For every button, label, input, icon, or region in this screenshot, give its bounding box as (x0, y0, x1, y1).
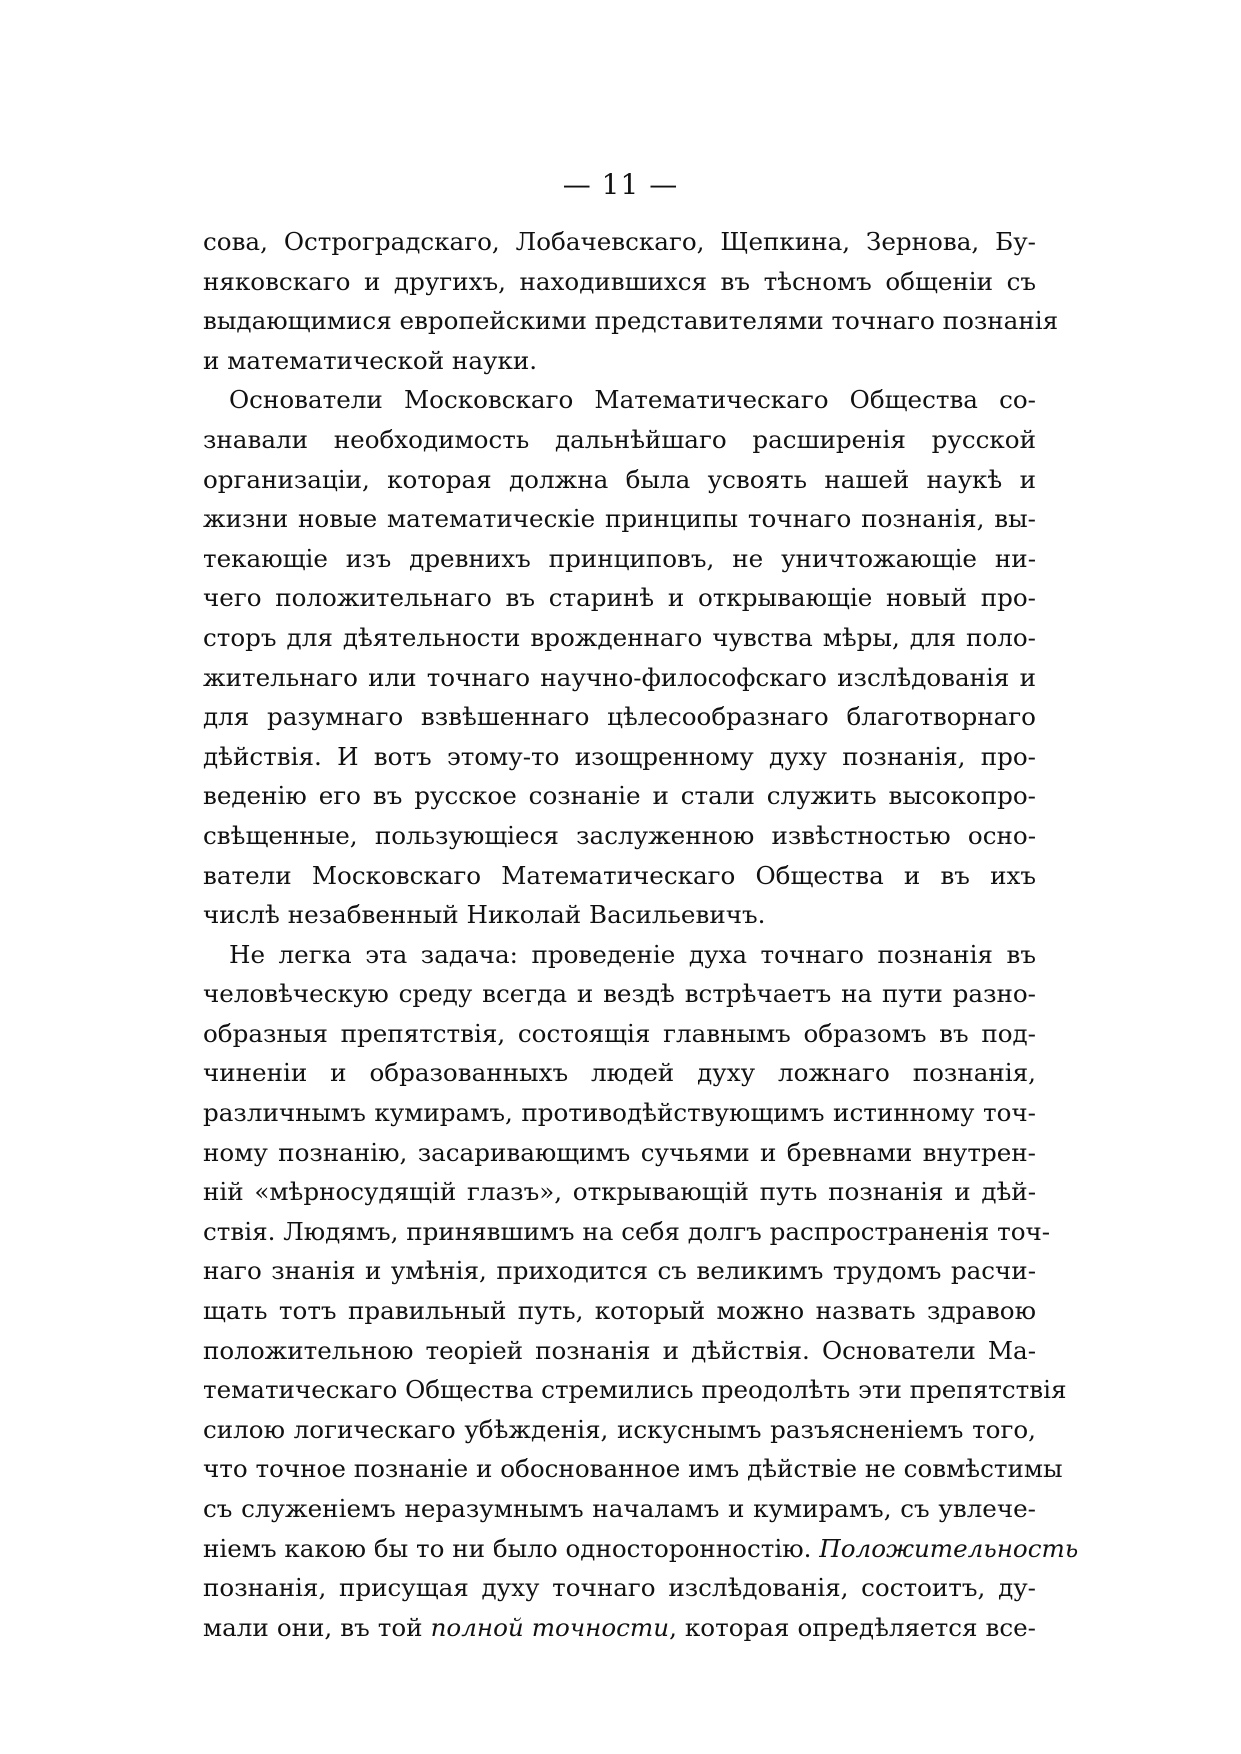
text-line: съ служенiемъ неразумнымъ началамъ и кумирамъ, съ увлече- (203, 1494, 1036, 1523)
text-line: и математической науки. (203, 345, 538, 375)
text-line: чиненiи и образованныхъ людей духу ложнаго познанiя, (203, 1058, 1036, 1088)
text-line: ватели Московскаго Математическаго Общества и въ ихъ (203, 860, 1036, 890)
text-line: ному познанiю, засаривающимъ сучьями и бревнами внутрен- (203, 1137, 1036, 1167)
text-line: для разумнаго взвѣшеннаго цѣлесообразнаго благотворнаго (203, 702, 1036, 732)
text-line: ствiя. Людямъ, принявшимъ на себя долгъ распространенiя точ- (203, 1216, 1051, 1246)
text-line: знавали необходимость дальнѣйшаго расширенiя русской (203, 424, 1036, 454)
text-line: жизни новые математическiе принципы точнаго познанiя, вы- (203, 504, 1036, 534)
text-line: наго знанiя и умѣнiя, приходится съ великимъ трудомъ расчи- (203, 1256, 1036, 1286)
text-line: сторъ для дѣятельности врожденнаго чувства мѣры, для поло- (203, 622, 1036, 652)
text-run: , которая опредѣляется все- (669, 1612, 1036, 1642)
text-line: жительнаго или точнаго научно-философскаго изслѣдованiя и (203, 662, 1036, 692)
text-line: Не легка эта задача: проведенiе духа точнаго познанiя въ (229, 939, 1036, 969)
text-line: щать тотъ правильный путь, который можно назвать здравою (203, 1296, 1036, 1326)
text-line (203, 1608, 1036, 1648)
text-line: Основатели Московскаго Математическаго Общества со- (229, 385, 1036, 415)
text-line: положительною теорiей познанiя и дѣйствiя. Основатели Ма- (203, 1335, 1036, 1365)
text-run: мали они, въ той (203, 1612, 431, 1642)
text-line: познанiя, присущая духу точнаго изслѣдованiя, состоитъ, ду- (203, 1573, 1036, 1603)
body-text (203, 222, 1079, 1647)
text-line: выдающимися европейскими представителями точнаго познанiя (203, 306, 1059, 336)
text-line: что точное познанiе и обоснованное имъ дѣйствiе не совмѣстимы (203, 1454, 1063, 1484)
text-line: сова, Остроградскаго, Лобачевскаго, Щепкина, Зернова, Бу- (203, 227, 1036, 256)
page-number: — 11 — (562, 168, 679, 201)
text-line: человѣческую среду всегда и вездѣ встрѣчаетъ на пути разно- (203, 979, 1036, 1009)
text-line: чего положительнаго въ старинѣ и открывающiе новый про- (203, 583, 1036, 613)
text-line: организацiи, которая должна была усвоять нашей наукѣ и (203, 464, 1036, 494)
text-line: няковскаго и другихъ, находившихся въ тѣсномъ общенiи съ (203, 266, 1036, 296)
text-line: числѣ незабвенный Николай Васильевичъ. (203, 900, 766, 930)
italic-emphasis: Положительность (819, 1533, 1079, 1563)
text-line: нiй «мѣрносудящiй глазъ», открывающiй путь познанiя и дѣй- (203, 1177, 1036, 1207)
text-run: нiемъ какою бы то ни было односторонностiю. (203, 1533, 820, 1563)
text-line: текающiе изъ древнихъ принциповъ, не уничтожающiе ни- (203, 543, 1036, 573)
text-line: тематическаго Общества стремились преодолѣть эти препятствiя (203, 1375, 1067, 1405)
text-line: различнымъ кумирамъ, противодѣйствующимъ истинному точ- (203, 1098, 1036, 1128)
text-line: образныя препятствiя, состоящiя главнымъ образомъ въ под- (203, 1018, 1036, 1048)
text-line: свѣщенные, пользующiеся заслуженною извѣстностью осно- (203, 820, 1036, 850)
text-line (203, 1529, 1079, 1569)
text-line: силою логическаго убѣжденiя, искуснымъ разъясненiемъ того, (203, 1414, 1036, 1444)
italic-emphasis: полной точности (430, 1612, 670, 1642)
text-line: веденiю его въ русское сознанiе и стали служить высокопро- (203, 781, 1036, 811)
text-line: дѣйствiя. И вотъ этому-то изощренному духу познанiя, про- (203, 741, 1036, 771)
